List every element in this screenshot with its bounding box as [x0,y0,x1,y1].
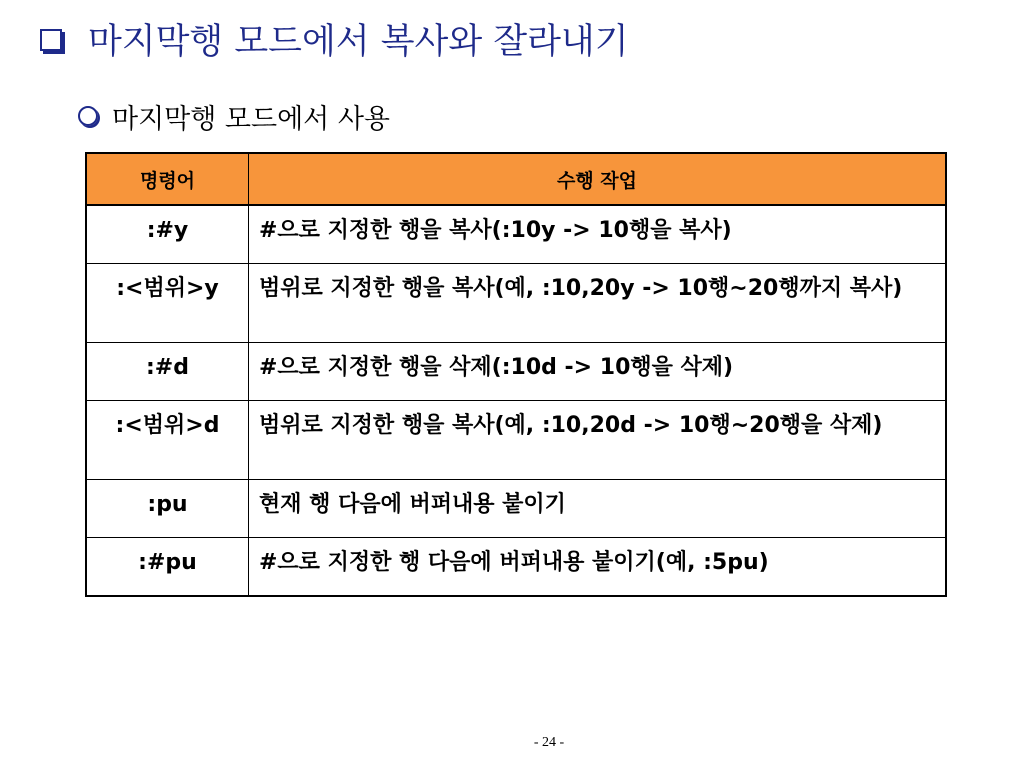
table-row [86,401,946,480]
table-row [86,343,946,401]
table-row [86,538,946,597]
description-cell: #으로 지정한 행을 복사(:10y -> 10행을 복사) [249,205,947,264]
command-cell: :<범위>y [86,264,249,343]
slide-subtitle [78,96,390,136]
hollow-circle-bullet-icon [78,106,98,126]
description-cell: #으로 지정한 행을 삭제(:10d -> 10행을 삭제) [249,343,947,401]
command-table [85,152,947,597]
command-cell: :#pu [86,538,249,597]
command-cell: :<범위>d [86,401,249,480]
description-cell: 범위로 지정한 행을 복사(예, :10,20y -> 10행~20행까지 복사) [249,264,947,343]
slide-title-text: 마지막행 모드에서 복사와 잘라내기 [88,22,629,62]
command-cell: :#y [86,205,249,264]
command-cell: :pu [86,480,249,538]
description-cell: #으로 지정한 행 다음에 버퍼내용 붙이기(예, :5pu) [249,538,947,597]
slide-title [40,14,629,64]
command-cell: :#d [86,343,249,401]
table-row [86,264,946,343]
table-row [86,205,946,264]
table-row [86,480,946,538]
description-cell: 범위로 지정한 행을 복사(예, :10,20d -> 10행~20행을 삭제) [249,401,947,480]
hollow-square-bullet-icon [40,29,62,51]
table-header-row [86,153,946,205]
header-command: 명령어 [86,153,249,205]
header-action: 수행 작업 [249,153,947,205]
slide-subtitle-text: 마지막행 모드에서 사용 [112,103,390,135]
description-cell: 현재 행 다음에 버퍼내용 붙이기 [249,480,947,538]
page-number: - 24 - [533,735,565,750]
